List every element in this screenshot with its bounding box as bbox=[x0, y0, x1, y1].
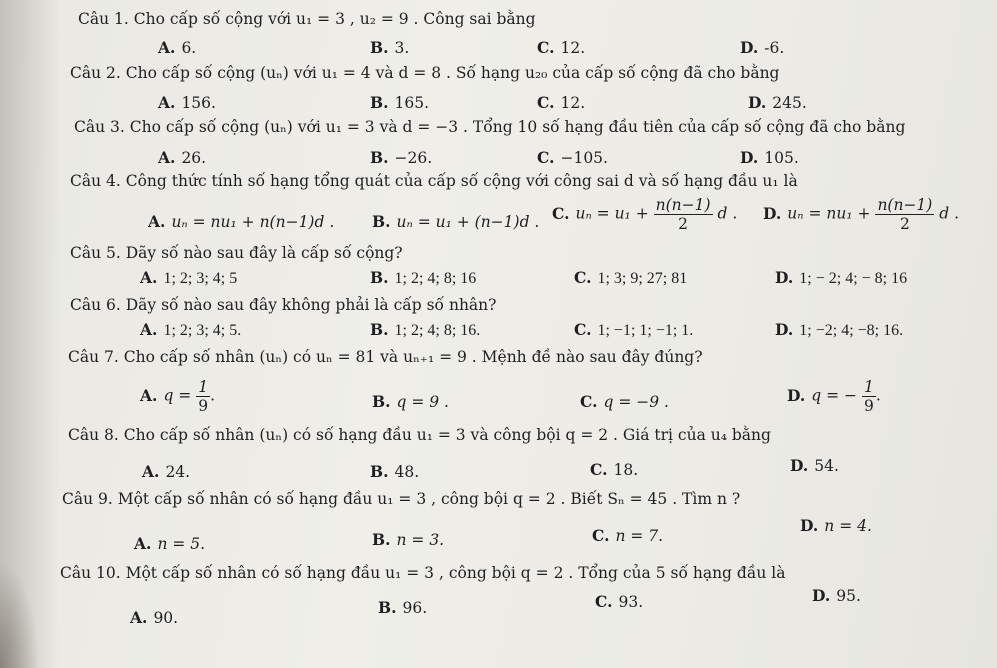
option-text: uₙ = nu₁ + n(n−1)d . bbox=[171, 213, 335, 231]
q9-option-d[interactable] bbox=[800, 516, 872, 535]
option-text: 165. bbox=[394, 94, 430, 112]
question-8-stem: Câu 8. Cho cấp số nhân (uₙ) có số hạng đầu u₁ = 3 và công bội q = 2 . Giá trị của u₄ bằng bbox=[68, 426, 771, 444]
option-label: B. bbox=[372, 212, 391, 231]
q7-option-d[interactable] bbox=[787, 378, 881, 415]
option-label: D. bbox=[740, 148, 759, 167]
option-text: 1; −2; 4; −8; 16. bbox=[799, 322, 904, 339]
option-text: 1; −1; 1; −1; 1. bbox=[597, 322, 694, 339]
question-10-stem: Câu 10. Một cấp số nhân có số hạng đầu u₁ = 3 , công bội q = 2 . Tổng của 5 số hạng đầu là bbox=[60, 564, 786, 582]
question-9-stem: Câu 9. Một cấp số nhân có số hạng đầu u₁ = 3 , công bội q = 2 . Biết Sₙ = 45 . Tìm n ? bbox=[62, 490, 741, 508]
option-text: −26. bbox=[394, 149, 433, 167]
fraction-denominator: 9 bbox=[864, 397, 874, 415]
option-label: A. bbox=[140, 320, 158, 339]
q5-option-c[interactable] bbox=[574, 268, 687, 288]
option-label: D. bbox=[775, 320, 794, 339]
option-label: C. bbox=[537, 38, 555, 57]
option-label: C. bbox=[552, 203, 570, 223]
option-text: 12. bbox=[560, 39, 586, 57]
fraction bbox=[875, 196, 934, 233]
option-text: q = 9 . bbox=[396, 393, 449, 411]
option-text: 156. bbox=[181, 94, 216, 112]
option-text-post: d . bbox=[939, 204, 960, 223]
question-1-stem: Câu 1. Cho cấp số cộng với u₁ = 3 , u₂ = 9 . Công sai bằng bbox=[78, 10, 536, 28]
option-text: n = 5. bbox=[157, 535, 206, 553]
fraction bbox=[196, 378, 210, 415]
q3-option-a[interactable] bbox=[158, 148, 206, 167]
option-label: C. bbox=[537, 93, 555, 112]
q10-option-d[interactable] bbox=[812, 586, 861, 605]
option-label: A. bbox=[158, 38, 176, 57]
q4-option-c[interactable] bbox=[552, 196, 737, 233]
question-2-stem: Câu 2. Cho cấp số cộng (uₙ) với u₁ = 4 và d = 8 . Số hạng u₂₀ của cấp số cộng đã cho bằng bbox=[70, 64, 780, 82]
option-text-pre: uₙ = nu₁ + bbox=[787, 204, 871, 223]
option-label: A. bbox=[130, 608, 148, 627]
option-text: 90. bbox=[153, 609, 179, 627]
option-label: D. bbox=[790, 456, 809, 475]
q5-option-a[interactable] bbox=[140, 268, 237, 288]
option-label: A. bbox=[158, 93, 176, 112]
option-label: A. bbox=[148, 212, 166, 231]
finger-shadow bbox=[0, 560, 40, 668]
option-label: D. bbox=[748, 93, 767, 112]
option-text: 1; 2; 3; 4; 5. bbox=[163, 322, 242, 339]
q9-option-c[interactable] bbox=[592, 526, 663, 545]
q10-option-b[interactable] bbox=[378, 598, 427, 617]
option-label: A. bbox=[140, 385, 158, 405]
option-text: 96. bbox=[402, 599, 428, 617]
q2-option-a[interactable] bbox=[158, 93, 216, 112]
q8-option-b[interactable] bbox=[370, 462, 419, 481]
fraction bbox=[654, 196, 713, 233]
option-text-pre: q = − bbox=[811, 386, 858, 405]
q3-option-c[interactable] bbox=[537, 148, 608, 167]
option-label: D. bbox=[775, 268, 794, 287]
q2-option-b[interactable] bbox=[370, 93, 429, 112]
option-label: C. bbox=[590, 460, 608, 479]
q1-option-c[interactable] bbox=[537, 38, 585, 57]
option-text: 93. bbox=[618, 593, 644, 611]
q6-option-c[interactable] bbox=[574, 320, 693, 340]
option-text: 1; 2; 3; 4; 5 bbox=[163, 270, 238, 287]
option-label: C. bbox=[574, 268, 592, 287]
option-label: D. bbox=[740, 38, 759, 57]
option-text-pre: q = bbox=[163, 386, 192, 405]
q1-option-a[interactable] bbox=[158, 38, 196, 57]
option-text: 105. bbox=[764, 149, 799, 167]
option-text: q = −9 . bbox=[603, 393, 669, 411]
q8-option-d[interactable] bbox=[790, 456, 839, 475]
option-text: 12. bbox=[560, 94, 586, 112]
q10-option-c[interactable] bbox=[595, 592, 643, 611]
option-label: B. bbox=[370, 320, 389, 339]
question-5-stem: Câu 5. Dãy số nào sau đây là cấp số cộng? bbox=[70, 244, 403, 262]
q9-option-a[interactable] bbox=[134, 534, 205, 553]
q2-option-c[interactable] bbox=[537, 93, 585, 112]
option-label: A. bbox=[158, 148, 176, 167]
option-text: 3. bbox=[394, 39, 410, 57]
option-label: B. bbox=[372, 530, 391, 549]
q4-option-a[interactable] bbox=[148, 212, 334, 231]
option-label: C. bbox=[595, 592, 613, 611]
option-label: D. bbox=[800, 516, 819, 535]
option-label: A. bbox=[140, 268, 158, 287]
fraction-numerator: n(n−1) bbox=[655, 196, 711, 214]
option-text: uₙ = u₁ + (n−1)d . bbox=[396, 213, 540, 231]
option-label: B. bbox=[370, 462, 389, 481]
fraction-numerator: n(n−1) bbox=[877, 196, 933, 214]
option-text-post: . bbox=[875, 386, 881, 405]
fraction-denominator: 2 bbox=[678, 215, 689, 233]
option-text: 95. bbox=[836, 587, 861, 605]
option-label: D. bbox=[763, 203, 782, 223]
q6-option-b[interactable] bbox=[370, 320, 480, 340]
fraction-numerator: 1 bbox=[198, 378, 209, 396]
q6-option-a[interactable] bbox=[140, 320, 241, 340]
q10-option-a[interactable] bbox=[130, 608, 178, 627]
option-label: C. bbox=[574, 320, 592, 339]
q4-option-d[interactable] bbox=[763, 196, 959, 233]
fraction-numerator: 1 bbox=[864, 378, 874, 396]
q8-option-c[interactable] bbox=[590, 460, 638, 479]
option-label: B. bbox=[378, 598, 397, 617]
option-label: D. bbox=[812, 586, 831, 605]
q4-option-b[interactable] bbox=[372, 212, 539, 231]
q5-option-d[interactable] bbox=[775, 268, 907, 288]
option-text-post: . bbox=[210, 386, 216, 405]
option-text: 1; 2; 4; 8; 16. bbox=[394, 322, 481, 339]
option-text: n = 4. bbox=[824, 517, 872, 535]
option-label: C. bbox=[580, 392, 598, 411]
option-label: C. bbox=[537, 148, 555, 167]
option-label: A. bbox=[142, 462, 160, 481]
option-text: 1; 3; 9; 27; 81 bbox=[597, 270, 688, 287]
fraction bbox=[862, 378, 876, 415]
q5-option-b[interactable] bbox=[370, 268, 476, 288]
question-7-stem: Câu 7. Cho cấp số nhân (uₙ) có uₙ = 81 và uₙ₊₁ = 9 . Mệnh đề nào sau đây đúng? bbox=[68, 348, 703, 366]
fraction-denominator: 9 bbox=[198, 397, 209, 415]
question-6-stem: Câu 6. Dãy số nào sau đây không phải là cấp số nhân? bbox=[70, 296, 497, 314]
q3-option-b[interactable] bbox=[370, 148, 432, 167]
fraction-denominator: 2 bbox=[899, 215, 910, 233]
option-text: -6. bbox=[764, 39, 785, 57]
q1-option-b[interactable] bbox=[370, 38, 409, 57]
option-text: −105. bbox=[560, 149, 608, 167]
q8-option-a[interactable] bbox=[142, 462, 190, 481]
option-label: B. bbox=[370, 148, 389, 167]
q7-option-b[interactable] bbox=[372, 392, 449, 411]
question-4-stem: Câu 4. Công thức tính số hạng tổng quát của cấp số cộng với công sai d và số hạng đầu u₁ là bbox=[70, 172, 798, 190]
option-label: C. bbox=[592, 526, 610, 545]
option-text: 18. bbox=[613, 461, 639, 479]
option-text-post: d . bbox=[717, 204, 738, 223]
option-text: 26. bbox=[181, 149, 207, 167]
option-text: n = 3. bbox=[396, 531, 445, 549]
q9-option-b[interactable] bbox=[372, 530, 444, 549]
q3-option-d[interactable] bbox=[740, 148, 799, 167]
option-text: 24. bbox=[165, 463, 191, 481]
option-label: B. bbox=[370, 93, 389, 112]
option-label: D. bbox=[787, 385, 806, 405]
option-text-pre: uₙ = u₁ + bbox=[575, 204, 649, 223]
option-text: 1; 2; 4; 8; 16 bbox=[394, 270, 477, 287]
option-label: B. bbox=[370, 268, 389, 287]
q2-option-d[interactable] bbox=[748, 93, 807, 112]
option-label: B. bbox=[372, 392, 391, 411]
option-text: n = 7. bbox=[615, 527, 664, 545]
option-label: A. bbox=[134, 534, 152, 553]
option-text: 48. bbox=[394, 463, 420, 481]
option-text: 1; − 2; 4; − 8; 16 bbox=[799, 270, 908, 287]
option-text: 245. bbox=[772, 94, 807, 112]
option-text: 6. bbox=[181, 39, 197, 57]
q1-option-d[interactable] bbox=[740, 38, 784, 57]
q7-option-c[interactable] bbox=[580, 392, 669, 411]
option-text: 54. bbox=[814, 457, 839, 475]
question-3-stem: Câu 3. Cho cấp số cộng (uₙ) với u₁ = 3 và d = −3 . Tổng 10 số hạng đầu tiên của cấp số cộng đã cho bằng bbox=[74, 118, 906, 136]
q7-option-a[interactable] bbox=[140, 378, 215, 415]
option-label: B. bbox=[370, 38, 389, 57]
q6-option-d[interactable] bbox=[775, 320, 903, 340]
